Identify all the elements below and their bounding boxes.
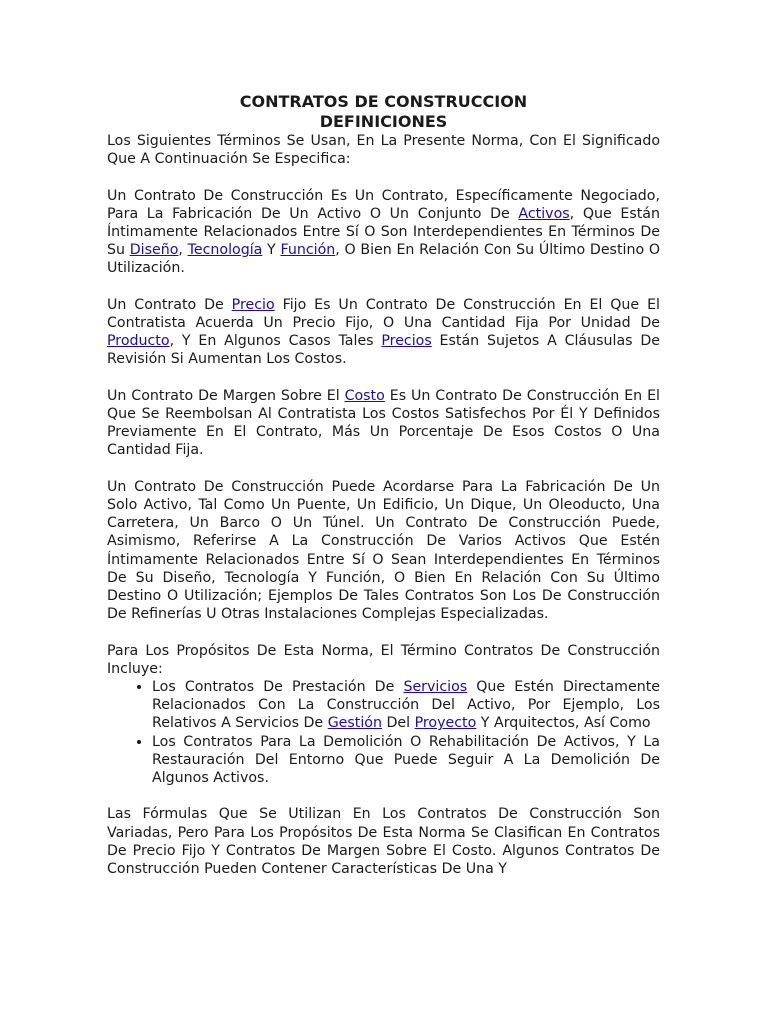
text-span: Es Un Contrato De Construcción En El Que Se Reembolsan Al Contratista Los Costos Satisfechos Por Él Y Definidos Previamente En El Contrato, Más Un Porcentaje De Esos Costos O Una Cantidad Fija. (107, 387, 660, 459)
text-span: Un Contrato De (107, 296, 232, 313)
paragraph-includes: Para Los Propósitos De Esta Norma, El Término Contratos De Construcción Incluye: (107, 642, 660, 677)
title-line-1: CONTRATOS DE CONSTRUCCION (239, 92, 528, 111)
link-activos[interactable]: Activos (518, 205, 570, 222)
document-body (107, 92, 660, 896)
paragraph-construction-contract (107, 187, 660, 278)
list-item-demolition: • Los Contratos Para La Demolición O Rehabilitación De Activos, Y La Restauración Del Entorno Que Puede Seguir A La Demolición De Algunos Activos. (152, 733, 660, 788)
text-span: Del (381, 715, 415, 732)
includes-list (107, 678, 660, 787)
paragraph-contract-scope: Un Contrato De Construcción Puede Acordarse Para La Fabricación De Un Solo Activo, Tal Como Un Puente, Un Edificio, Un Dique, Un Oleoducto, Una Carretera, Un Barco O Un Túnel. Un Contrato De Construcción Puede, Asimismo, Referirse A La Construcción De Varios Activos Que Estén Íntimamente Relacionados Entre Sí O Sean Interdependientes En Términos De Su Diseño, Tecnología Y Función, O Bien En Relación Con Su Último Destino O Utilización; Ejemplos De Tales Contratos Son Los De Construcción De Refinerías U Otras Instalaciones Complejas Especializadas. (107, 478, 660, 623)
link-tecnologia[interactable]: Tecnología (187, 242, 263, 259)
paragraph-terms-intro: Los Siguientes Términos Se Usan, En La Presente Norma, Con El Significado Que A Continuación Se Especifica: (107, 133, 660, 168)
link-servicios[interactable]: Servicios (403, 679, 468, 696)
list-item-services (152, 678, 660, 733)
link-funcion[interactable]: Función (280, 242, 336, 259)
text-span: Un Contrato De Construcción Es Un Contrato, Específicamente Negociado, Para La Fabricación De Un Activo O Un Conjunto De (107, 187, 660, 222)
link-precios[interactable]: Precios (381, 333, 432, 350)
link-proyecto[interactable]: Proyecto (414, 715, 477, 732)
paragraph-formulas: Las Fórmulas Que Se Utilizan En Los Contratos De Construcción Son Variadas, Pero Para Los Propósitos De Esta Norma Se Clasifican En Contratos De Precio Fijo Y Contratos De Margen Sobre El Costo. Algunos Contratos De Construcción Pueden Contener Características De Una Y (107, 806, 660, 878)
text-span: Un Contrato De Margen Sobre El (107, 387, 345, 404)
text-span: Fijo Es Un Contrato De Construcción En El Que El Contratista Acuerda Un Precio Fijo, O Una Cantidad Fija Por Unidad De (107, 296, 660, 331)
text-span: Los Contratos De Prestación De (152, 679, 404, 696)
document-title (107, 92, 660, 132)
link-precio[interactable]: Precio (231, 296, 275, 313)
text-span: Están Sujetos A Cláusulas De Revisión Si Aumentan Los Costos. (107, 333, 660, 368)
text-span: , O Bien En Relación Con Su Último Destino O Utilización. (107, 242, 660, 277)
link-diseno[interactable]: Diseño (129, 242, 179, 259)
text-span: Y (262, 242, 281, 259)
paragraph-cost-plus-contract (107, 387, 660, 460)
text-span: , Y En Algunos Casos Tales (169, 333, 382, 350)
paragraph-fixed-price-contract (107, 296, 660, 369)
text-span: , (178, 242, 188, 259)
text-span: Que Estén Directamente Relacionados Con La Construcción Del Activo, Por Ejemplo, Los Relativos A Servicios De (152, 679, 660, 732)
link-producto[interactable]: Producto (107, 333, 170, 350)
title-line-2: DEFINICIONES (319, 112, 448, 131)
text-span: , Que Están Íntimamente Relacionados Entre Sí O Son Interdependientes En Términos De Su (107, 205, 660, 259)
link-costo[interactable]: Costo (344, 387, 385, 404)
text-span: Y Arquitectos, Así Como (476, 715, 651, 732)
link-gestion[interactable]: Gestión (327, 715, 382, 732)
